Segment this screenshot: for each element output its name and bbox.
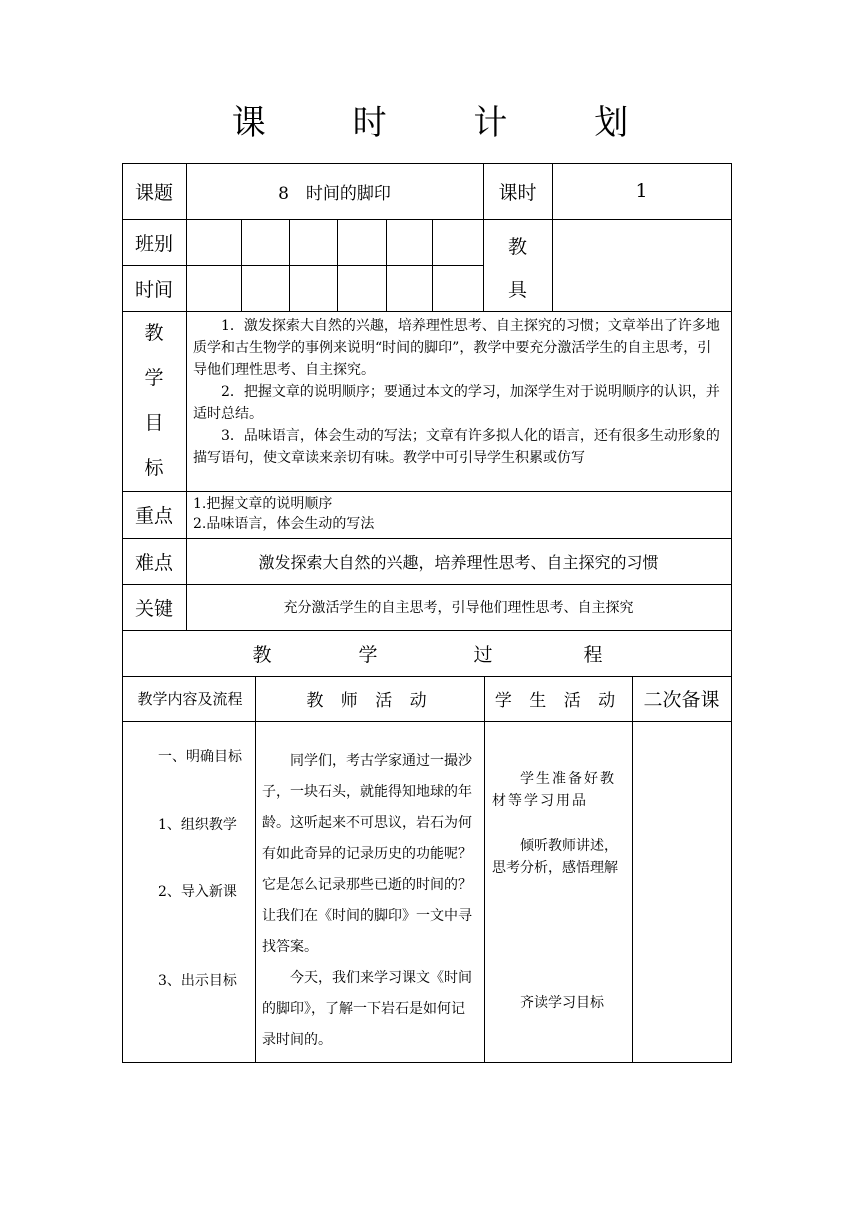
goals-label-char: 教 bbox=[144, 322, 164, 344]
goals-text bbox=[193, 315, 725, 469]
goals-label-char: 标 bbox=[144, 457, 164, 479]
topic-value: 8 时间的脚印 bbox=[278, 183, 391, 204]
time-label: 时间 bbox=[134, 278, 173, 301]
table-border-bottom bbox=[122, 1062, 732, 1063]
col-divider bbox=[289, 219, 290, 311]
goal-paragraph: 1．激发探索大自然的兴趣，培养理性思考、自主探究的习惯；文章举出了许多地质学和古生物学的事例来说明“时间的脚印”，教学中要充分激活学生的自主思考，引导他们理性思考、自主探究。 bbox=[193, 318, 720, 378]
tools-label-2: 具 bbox=[507, 278, 527, 301]
col-divider bbox=[241, 219, 242, 311]
goals-label-char: 目 bbox=[144, 412, 164, 434]
goal-paragraph: 3．品味语言，体会生动的写法；文章有许多拟人化的语言，还有很多生动形象的描写语句，使文章读来亲切有味。教学中可引导学生积累或仿写 bbox=[193, 428, 720, 466]
process-heading-char: 过 bbox=[473, 643, 493, 666]
table-border-right bbox=[731, 163, 732, 1062]
col-header-second-prep: 二次备课 bbox=[643, 689, 720, 711]
hours-value: 1 bbox=[635, 180, 648, 202]
col-divider bbox=[432, 219, 433, 311]
step-item: 一、明确目标 bbox=[158, 749, 242, 765]
goal-paragraph: 2．把握文章的说明顺序；要通过本文的学习，加深学生对于说明顺序的认识，并适时总结。 bbox=[193, 384, 720, 422]
step-item: 3、出示目标 bbox=[158, 973, 237, 989]
key-points-label: 重点 bbox=[134, 505, 173, 527]
student-note: 齐读学习目标 bbox=[520, 995, 604, 1011]
goals-label-char: 学 bbox=[144, 367, 164, 389]
col-header-teacher: 教 师 活 动 bbox=[306, 691, 433, 711]
key-label: 关键 bbox=[134, 597, 173, 620]
col-divider bbox=[337, 219, 338, 311]
row-divider bbox=[122, 219, 732, 220]
hours-label: 课时 bbox=[498, 181, 537, 204]
teacher-activity bbox=[262, 746, 478, 1056]
process-heading-char: 学 bbox=[358, 643, 378, 666]
row-divider bbox=[122, 721, 732, 722]
difficulty-text: 激发探索大自然的兴趣，培养理性思考、自主探究的习惯 bbox=[258, 552, 659, 572]
teacher-paragraph: 今天，我们来学习课文《时间的脚印》，了解一下岩石是如何记录时间的。 bbox=[262, 970, 472, 1048]
col-divider bbox=[386, 219, 387, 311]
key-text: 充分激活学生的自主思考，引导他们理性思考、自主探究 bbox=[283, 600, 634, 616]
row-divider bbox=[122, 630, 732, 631]
key-points-text bbox=[193, 494, 725, 534]
col-header-student: 学 生 活 动 bbox=[494, 691, 622, 711]
step-item: 2、导入新课 bbox=[158, 884, 237, 900]
student-note: 学生准备好教材等学习用品 bbox=[492, 771, 616, 809]
process-heading-char: 程 bbox=[583, 643, 603, 666]
topic-label: 课题 bbox=[134, 181, 173, 204]
tools-label-1: 教 bbox=[507, 235, 527, 258]
col-divider bbox=[255, 676, 256, 1062]
key-point-item: 1.把握文章的说明顺序 bbox=[193, 496, 333, 512]
class-label: 班别 bbox=[134, 232, 173, 255]
page-title: 课 时 计 划 bbox=[231, 103, 667, 143]
col-divider bbox=[632, 676, 633, 1062]
row-divider bbox=[122, 491, 732, 492]
student-note: 倾听教师讲述，思考分析，感悟理解 bbox=[492, 838, 618, 876]
step-item: 1、组织教学 bbox=[158, 817, 237, 833]
key-point-item: 2.品味语言，体会生动的写法 bbox=[193, 516, 375, 532]
goals-label bbox=[122, 311, 186, 491]
col-divider bbox=[484, 676, 485, 1062]
col-header-content: 教学内容及流程 bbox=[137, 689, 243, 708]
row-divider bbox=[122, 311, 732, 312]
process-heading-char: 教 bbox=[252, 643, 272, 666]
difficulty-label: 难点 bbox=[134, 551, 173, 574]
teacher-paragraph: 同学们，考古学家通过一撮沙子，一块石头，就能得知地球的年龄。这听起来不可思议，岩石为何有如此奇异的记录历史的功能呢？它是怎么记录那些已逝的时间的？让我们在《时间的脚印》一文中寻找答案。 bbox=[262, 753, 472, 955]
